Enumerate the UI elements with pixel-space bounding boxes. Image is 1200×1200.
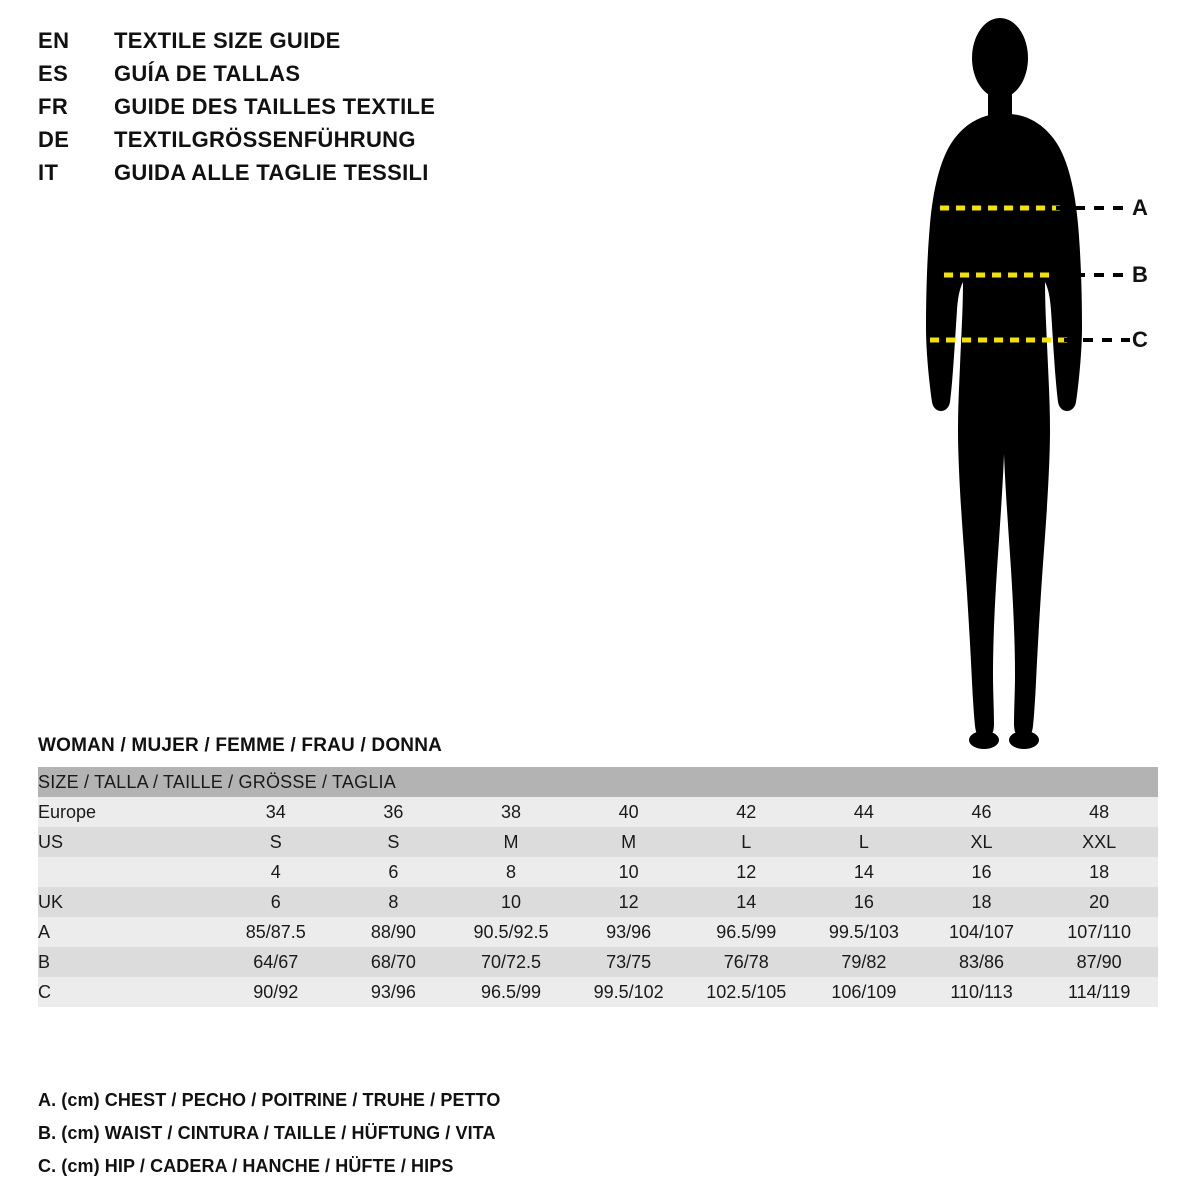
table-section	[38, 735, 1158, 1007]
female-silhouette-icon	[860, 10, 1190, 770]
table-cell: 44	[805, 797, 923, 827]
table-cell: 14	[805, 857, 923, 887]
table-cell: 110/113	[923, 977, 1041, 1007]
size-table	[38, 767, 1158, 1007]
table-cell: 88/90	[335, 917, 453, 947]
table-cell: 107/110	[1040, 917, 1158, 947]
legend-line-a: A. (cm) CHEST / PECHO / POITRINE / TRUHE / PETTO	[38, 1090, 501, 1110]
table-cell: 12	[687, 857, 805, 887]
title-language-code: EN	[38, 28, 70, 53]
table-cell: 16	[923, 857, 1041, 887]
table-cell: 70/72.5	[452, 947, 570, 977]
legend-line-b: B. (cm) WAIST / CINTURA / TAILLE / HÜFTUNG / VITA	[38, 1123, 496, 1143]
row-label	[38, 857, 217, 887]
table-cell: 85/87.5	[217, 917, 335, 947]
table-cell: 46	[923, 797, 1041, 827]
table-cell: 90/92	[217, 977, 335, 1007]
legend	[38, 1090, 738, 1189]
table-cell: 48	[1040, 797, 1158, 827]
group-heading: WOMAN / MUJER / FEMME / FRAU / DONNA	[38, 735, 443, 756]
table-cell: 12	[570, 887, 688, 917]
table-cell: 8	[452, 857, 570, 887]
table-cell: M	[570, 827, 688, 857]
table-cell: M	[452, 827, 570, 857]
table-cell: 36	[335, 797, 453, 827]
title-language-text: GUIDE DES TAILLES TEXTILE	[114, 94, 436, 119]
table-cell: 6	[335, 857, 453, 887]
table-cell: XXL	[1040, 827, 1158, 857]
table-cell: 38	[452, 797, 570, 827]
table-cell: 114/119	[1040, 977, 1158, 1007]
title-row	[38, 28, 638, 61]
title-language-code: FR	[38, 94, 69, 119]
title-row	[38, 127, 638, 160]
table-cell: 76/78	[687, 947, 805, 977]
table-cell: 6	[217, 887, 335, 917]
title-language-code: ES	[38, 61, 69, 86]
table-row	[38, 917, 1158, 947]
row-label: US	[38, 827, 217, 857]
title-language-text: GUIDA ALLE TAGLIE TESSILI	[114, 160, 429, 185]
table-cell: XL	[923, 827, 1041, 857]
figure-area	[860, 10, 1190, 770]
table-cell: 90.5/92.5	[452, 917, 570, 947]
table-cell: 14	[687, 887, 805, 917]
table-header-row	[38, 767, 1158, 797]
row-label: UK	[38, 887, 217, 917]
measure-label-c: C	[1132, 327, 1148, 352]
title-language-code: IT	[38, 160, 59, 185]
table-row	[38, 977, 1158, 1007]
table-cell: 4	[217, 857, 335, 887]
table-cell: 99.5/103	[805, 917, 923, 947]
table-cell: 73/75	[570, 947, 688, 977]
table-row	[38, 827, 1158, 857]
title-language-code: DE	[38, 127, 70, 152]
table-cell: 40	[570, 797, 688, 827]
title-block	[38, 28, 638, 193]
table-cell: L	[687, 827, 805, 857]
table-cell: 34	[217, 797, 335, 827]
measure-label-b: B	[1132, 262, 1148, 287]
table-cell: 79/82	[805, 947, 923, 977]
table-row	[38, 947, 1158, 977]
table-cell: 87/90	[1040, 947, 1158, 977]
title-row	[38, 94, 638, 127]
table-cell: 8	[335, 887, 453, 917]
table-cell: S	[335, 827, 453, 857]
row-label: B	[38, 947, 217, 977]
table-row	[38, 797, 1158, 827]
table-cell: 104/107	[923, 917, 1041, 947]
table-cell: 68/70	[335, 947, 453, 977]
table-cell: 64/67	[217, 947, 335, 977]
title-language-text: TEXTILGRÖSSENFÜHRUNG	[114, 127, 416, 152]
row-label: Europe	[38, 797, 217, 827]
row-label: C	[38, 977, 217, 1007]
legend-line-c: C. (cm) HIP / CADERA / HANCHE / HÜFTE / HIPS	[38, 1156, 454, 1176]
table-row	[38, 857, 1158, 887]
table-cell: 20	[1040, 887, 1158, 917]
table-row	[38, 887, 1158, 917]
title-row	[38, 61, 638, 94]
row-label: A	[38, 917, 217, 947]
table-cell: 93/96	[335, 977, 453, 1007]
table-cell: 106/109	[805, 977, 923, 1007]
title-row	[38, 160, 638, 193]
table-cell: L	[805, 827, 923, 857]
table-cell: 96.5/99	[687, 917, 805, 947]
title-language-text: TEXTILE SIZE GUIDE	[114, 28, 341, 53]
table-cell: 18	[1040, 857, 1158, 887]
table-cell: 10	[452, 887, 570, 917]
table-cell: 83/86	[923, 947, 1041, 977]
table-cell: 96.5/99	[452, 977, 570, 1007]
table-cell: 16	[805, 887, 923, 917]
measure-label-a: A	[1132, 195, 1148, 220]
table-cell: 99.5/102	[570, 977, 688, 1007]
table-cell: 10	[570, 857, 688, 887]
table-cell: 102.5/105	[687, 977, 805, 1007]
table-cell: 18	[923, 887, 1041, 917]
title-language-text: GUÍA DE TALLAS	[114, 61, 301, 86]
table-cell: 93/96	[570, 917, 688, 947]
table-cell: 42	[687, 797, 805, 827]
table-header-label: SIZE / TALLA / TAILLE / GRÖSSE / TAGLIA	[38, 767, 1158, 797]
table-cell: S	[217, 827, 335, 857]
